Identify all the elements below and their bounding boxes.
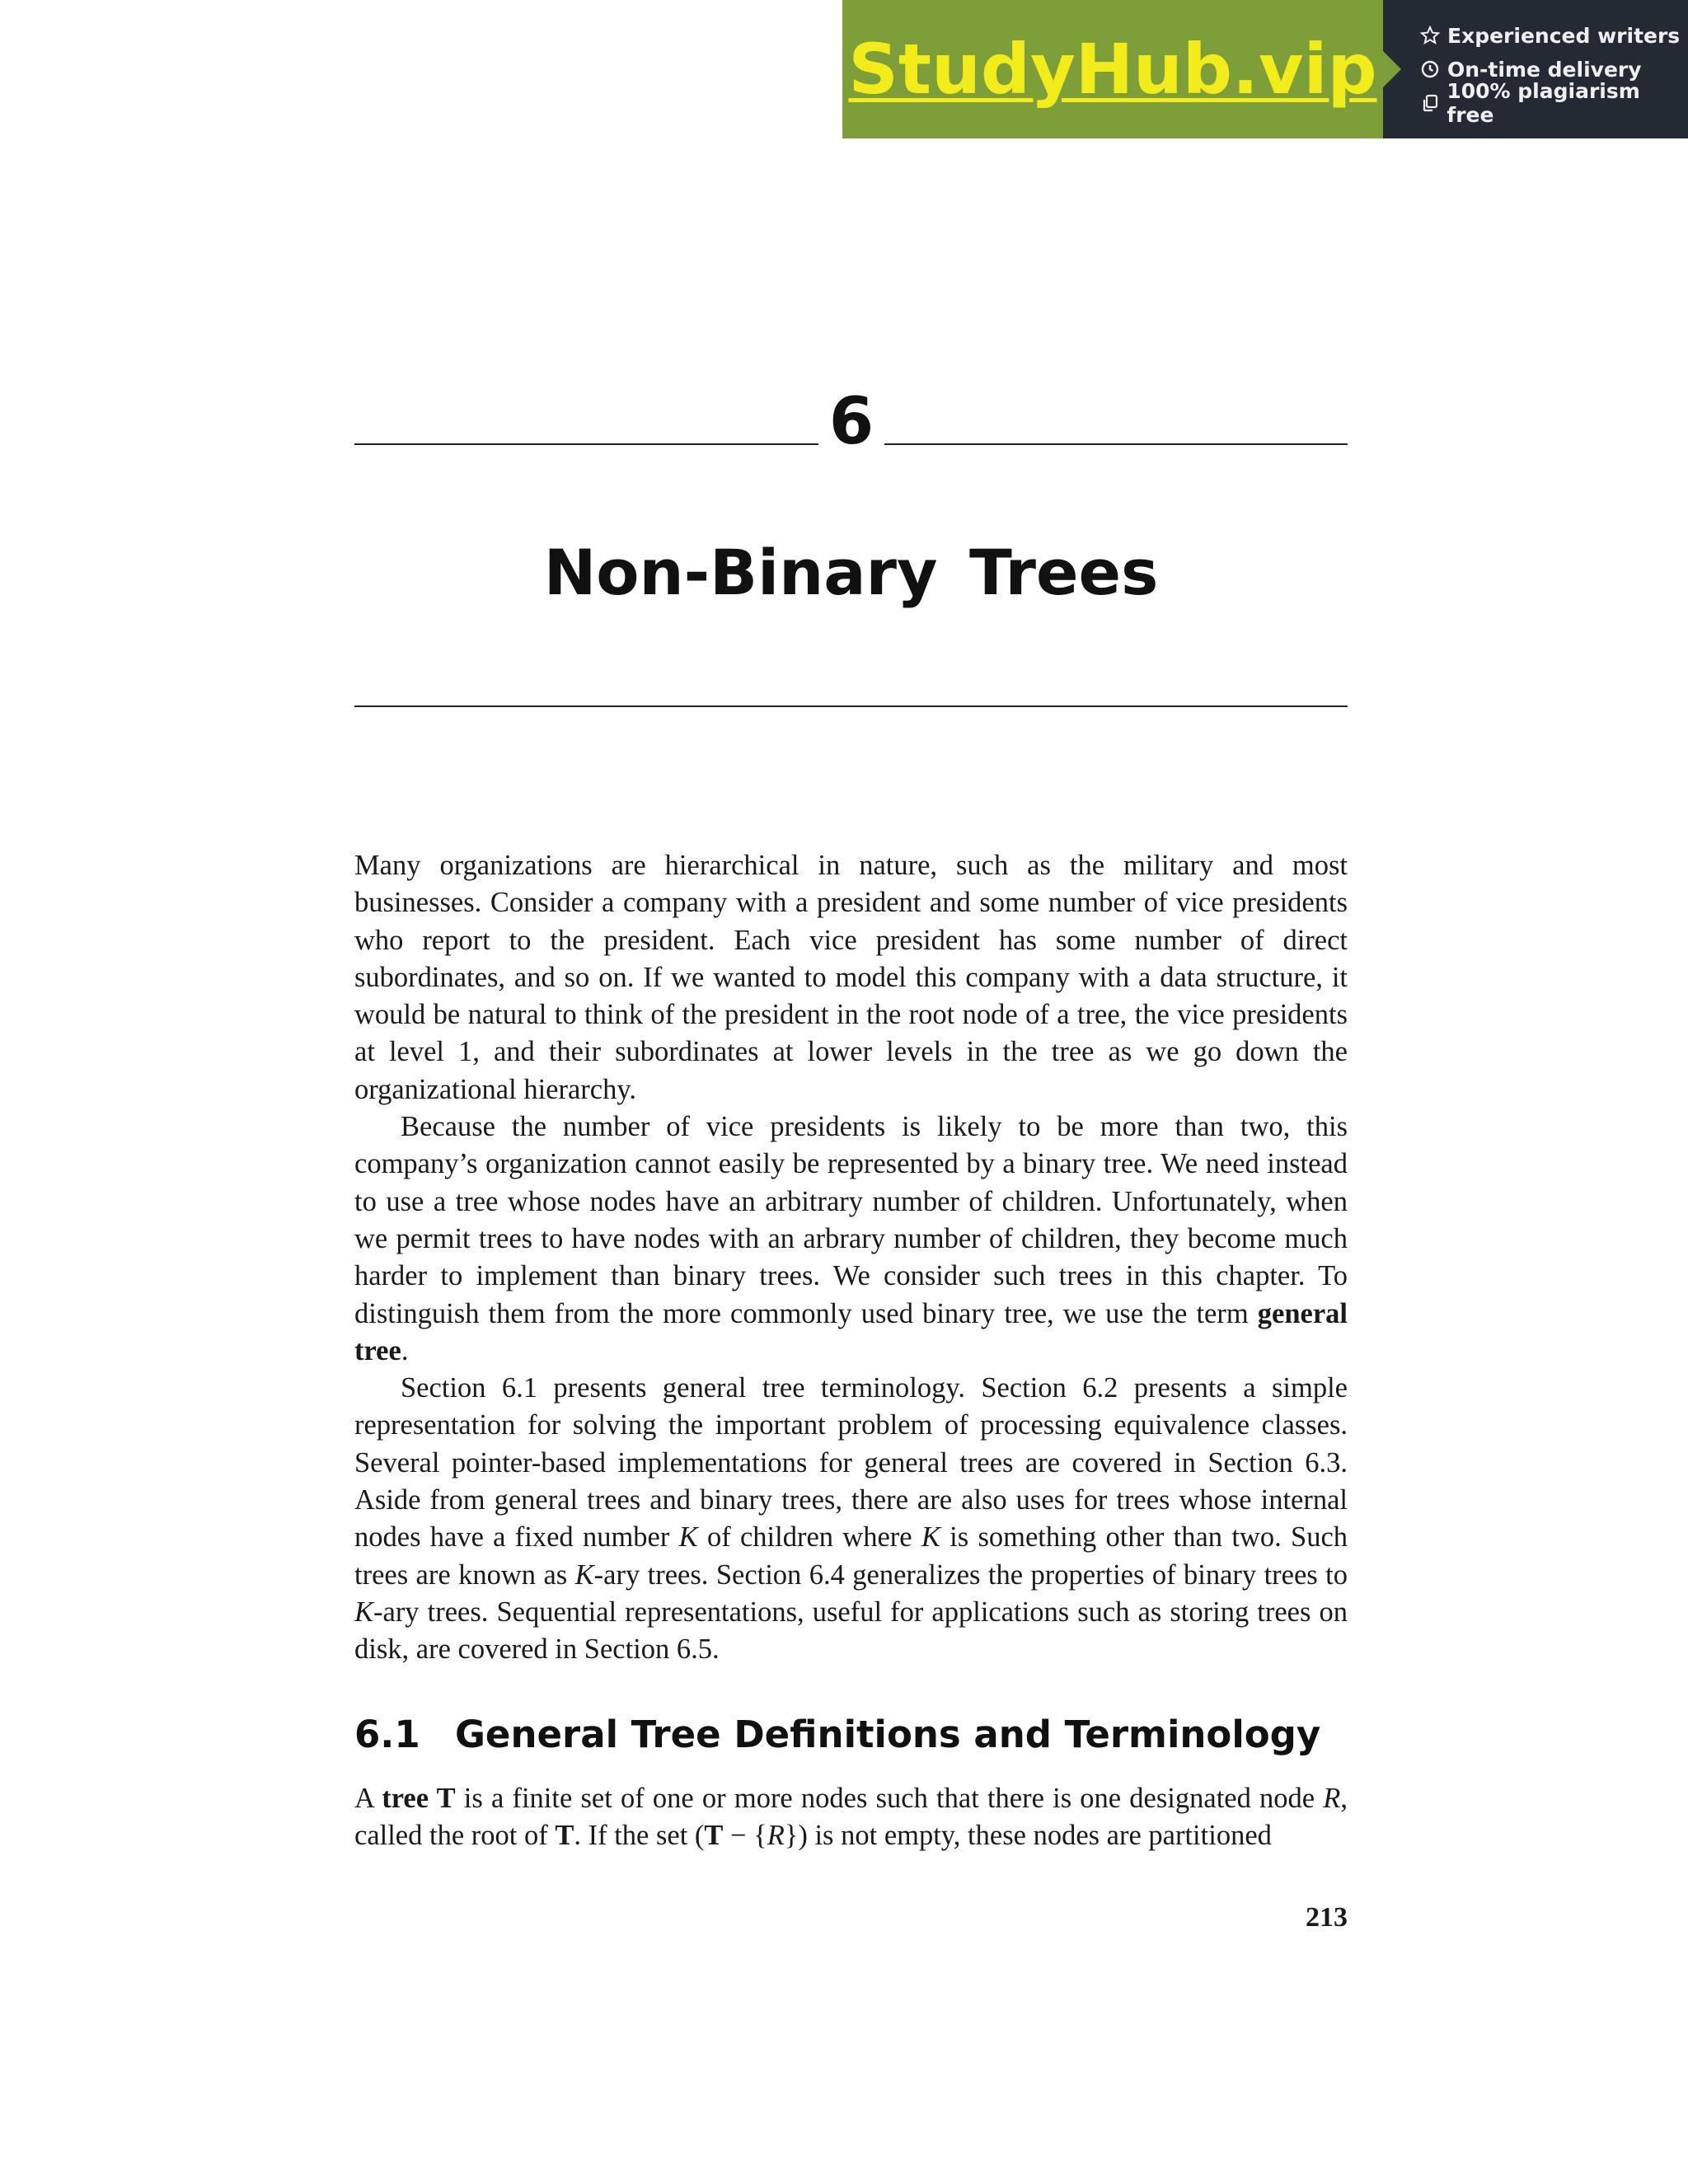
math-r: R [1323,1783,1341,1814]
star-icon [1419,25,1441,46]
paragraph: Many organizations are hierarchical in nature, such as the military and most businesses. Consider a company with a president and some number of vice presidents who report to the president. Each vice president has some number of direct subordinates, and so on. If we wanted to model this company with a data structure, it would be natural to think of the president in the root node of a tree, the vice presidents at level 1, and their subordinates at lower levels in the tree as we go down the organizational hierarchy. [354,850,1348,1105]
intro-text [354,847,1348,1669]
section-number: 6.1 [354,1713,420,1756]
feature-label: 100% plagiarism free [1447,79,1640,127]
math-t: T [704,1820,724,1852]
promo-banner[interactable] [842,0,1688,138]
math-k: K [678,1521,698,1554]
term-tree: tree T [382,1783,456,1814]
paragraph: Section 6.1 presents general tree terminology. Section 6.2 presents a simple representation for solving the important problem of processing equivalence classes. Several pointer-based implementations for general trees are covered in Section 6.3. Aside from general trees and binary trees, there are also uses for trees whose internal nodes have a fixed number K of children where K is something other than two. Such trees are known as K-ary trees. Section 6.4 generalizes the properties of binary trees to K-ary trees. Sequential representations, useful for applications such as storing trees on disk, are covered in Section 6.5. [354,1372,1348,1666]
math-t: T [555,1820,574,1852]
feature-label: On-time delivery [1447,57,1642,82]
paragraph: A tree T is a finite set of one or more nodes such that there is one designated node R, called the root of T. If the set (T − {R}) is not empty, these nodes are partitioned [354,1783,1348,1852]
math-k: K [354,1596,374,1628]
section-heading [354,1706,1348,1764]
paragraph: Because the number of vice presidents is likely to be more than two, this company’s organization cannot easily be represented by a binary tree. We need instead to use a tree whose nodes have an arbitrary number of children. Unfortunately, when we permit trees to have nodes with an arbrary number of children, they become much harder to implement than binary trees. We consider such trees in this chapter. To distinguish them from the more commonly used binary tree, we use the term general tree. [354,1111,1348,1366]
chapter-number: 6 [828,385,874,459]
chapter-rule-bottom [354,705,1348,707]
clock-icon [1419,59,1441,80]
section-text [354,1780,1348,1855]
brand-logo[interactable] [842,0,1383,138]
page-number: 213 [1306,1902,1348,1933]
feature-item [1419,19,1688,53]
math-k: K [574,1558,594,1591]
brand-name: StudyHub.vip [848,29,1377,110]
feature-list [1383,0,1688,138]
chapter-rule-left [354,443,818,445]
math-r: R [767,1820,785,1852]
chapter-rule-right [884,443,1348,445]
math-k: K [921,1521,940,1554]
feature-label: Experienced writers [1447,23,1681,48]
chapter-title: Non-Binary Trees [543,536,1159,609]
section-title: General Tree Definitions and Terminology [455,1713,1321,1756]
copy-icon [1419,92,1440,114]
feature-item [1419,79,1688,127]
term-general-tree: general tree [354,1297,1348,1366]
